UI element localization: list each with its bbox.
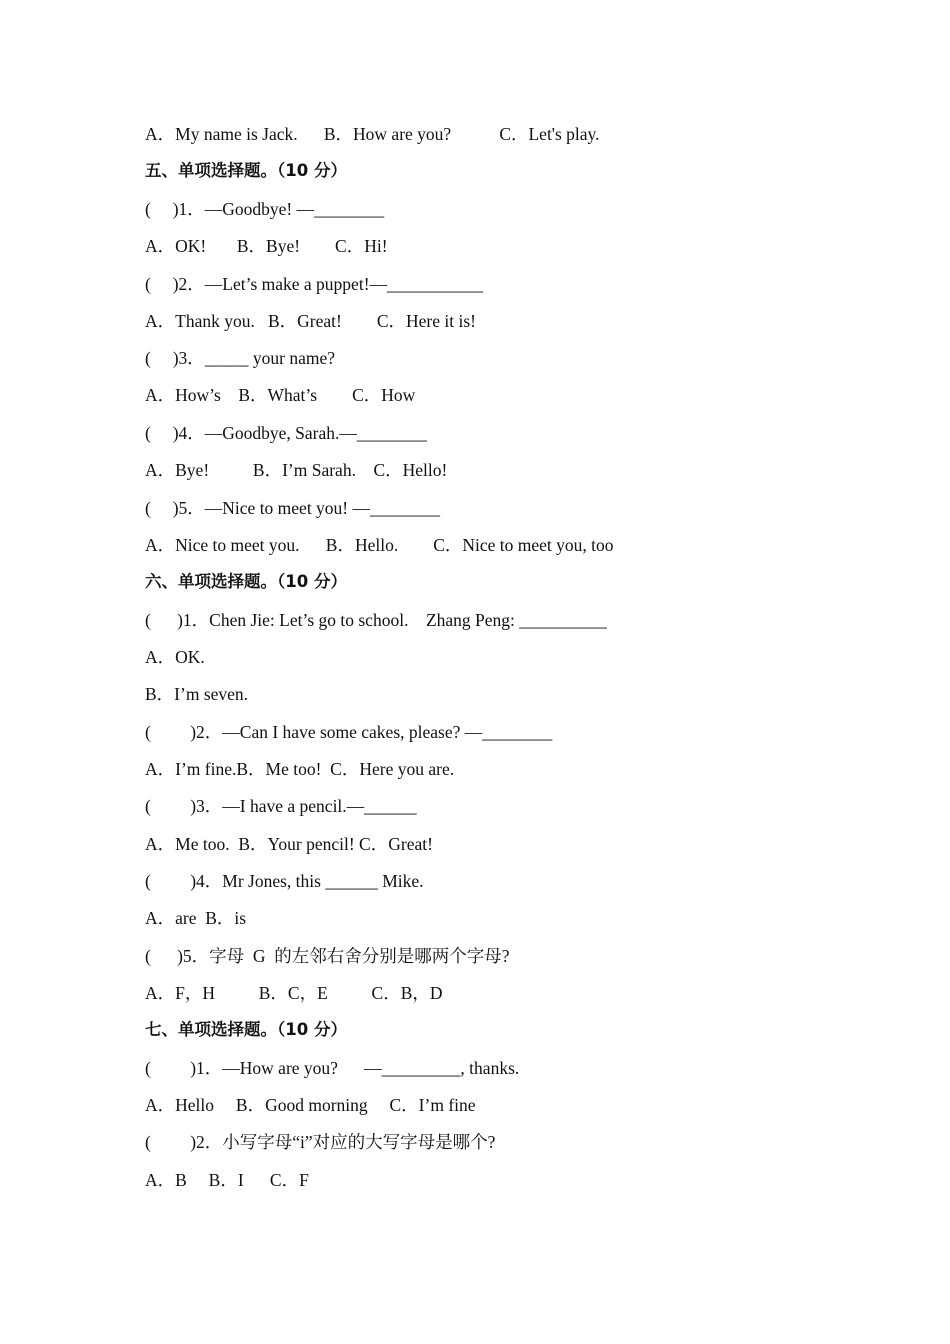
option-line: A．My name is Jack. B．How are you? C．Let's play.	[145, 124, 600, 144]
option-line: A．Me too. B．Your pencil! C．Great!	[145, 834, 433, 854]
option-line: A．Hello B．Good morning C．I’m fine	[145, 1095, 476, 1115]
question-line: ( )3．—I have a pencil.—______	[145, 796, 417, 816]
question-line: ( )5．字母 G 的左邻右舍分别是哪两个字母?	[145, 946, 510, 966]
question-line: ( )1．Chen Jie: Let’s go to school. Zhang Peng: __________	[145, 610, 607, 630]
question-line: ( )1．—Goodbye! —________	[145, 199, 385, 219]
question-line: ( )2．—Let’s make a puppet!—___________	[145, 274, 484, 294]
question-line: ( )2．小写字母“i”对应的大写字母是哪个?	[145, 1132, 496, 1152]
option-line: A．F，H B．C，E C．B，D	[145, 983, 443, 1003]
section-heading-5: 五、单项选择题。（10 分）	[145, 161, 347, 180]
option-line: A．are B．is	[145, 908, 247, 928]
option-line: A．Thank you. B．Great! C．Here it is!	[145, 311, 476, 331]
option-line: A．I’m fine.B．Me too! C．Here you are.	[145, 759, 455, 779]
question-line: ( )2．—Can I have some cakes, please? —________	[145, 722, 553, 742]
section-heading-6: 六、单项选择题。（10 分）	[145, 572, 347, 591]
option-line: A．How’s B．What’s C．How	[145, 385, 416, 405]
option-line: B．I’m seven.	[145, 684, 249, 704]
question-line: ( )5．—Nice to meet you! —________	[145, 498, 441, 518]
option-line: A．B B．I C．F	[145, 1170, 309, 1190]
option-line: A．Nice to meet you. B．Hello. C．Nice to meet you, too	[145, 535, 614, 555]
section-heading-7: 七、单项选择题。（10 分）	[145, 1020, 347, 1039]
option-line: A．Bye! B．I’m Sarah. C．Hello!	[145, 460, 448, 480]
question-line: ( )4．—Goodbye, Sarah.—________	[145, 423, 427, 443]
question-line: ( )1．—How are you? —_________, thanks.	[145, 1058, 520, 1078]
question-line: ( )3．_____ your name?	[145, 348, 336, 368]
question-line: ( )4．Mr Jones, this ______ Mike.	[145, 871, 424, 891]
option-line: A．OK.	[145, 647, 205, 667]
option-line: A．OK! B．Bye! C．Hi!	[145, 236, 388, 256]
